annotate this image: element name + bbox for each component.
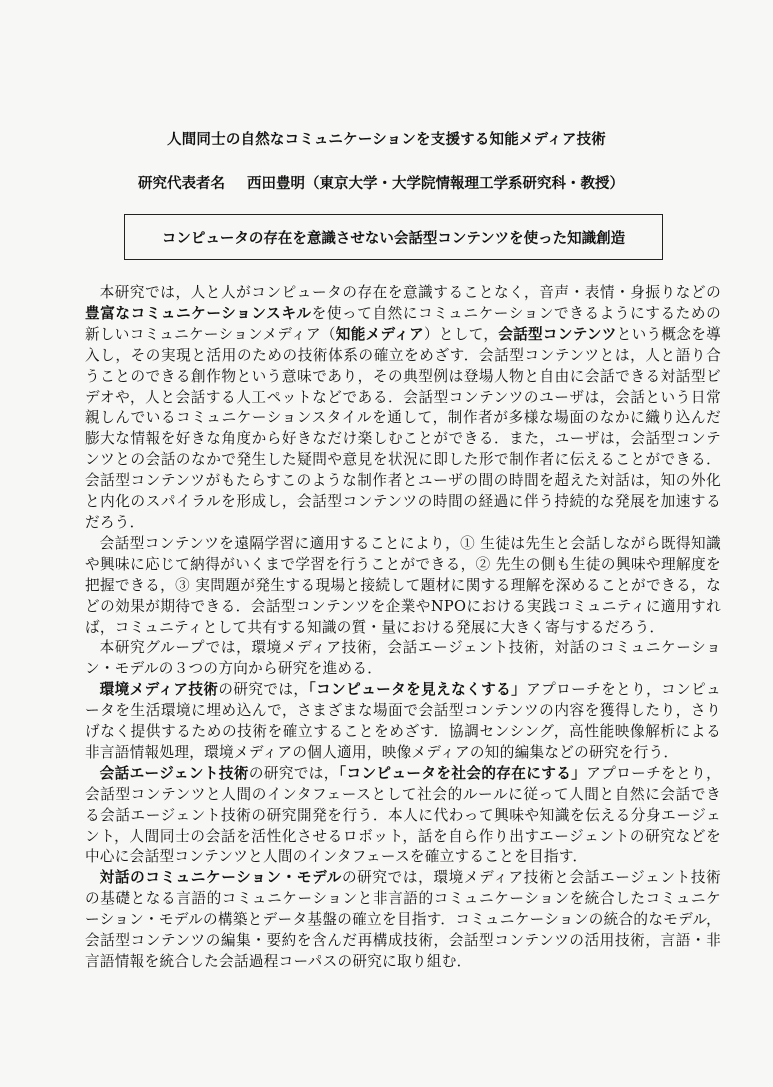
p1-emphasis-skill: 豊富なコミュニケーションスキル [85,304,312,322]
boxed-subtitle [124,214,663,260]
p4-text-d: アプローチをとり，コンピュータを生活環境に埋め込んで，さまざまな場面で会話型コンテンツの内容を獲得したり，さりげなく提供するための技術を確立することをめざす．協調センシング，高性能映像解析による非言語情報処理，環境メディアの個人適用，映像メディアの知的編集などの研究を行う． [85,681,721,761]
paragraph-4 [85,680,721,764]
p1-text-g: という概念を導入し，その実現と活用のための技術体系の確立をめざす．会話型コンテンツとは，人と語り合うことのできる創作物という意味であり，その典型例は登場人物と自由に会話できる対話型ビデオや，人と会話する人工ペットなどである．会話型コンテンツのユーザは，会話という日常親しんでいるコミュニケーションスタイルを通して，制作者が多様な場面のなかに織り込んだ膨大な情報を好きな角度から好きなだけ楽しむことができる．また，ユーザは，会話型コンテンツとの会話のなかで発生した疑問や意見を状況に即した形で制作者に伝えることができる．会話型コンテンツがもたらすこのような制作者とユーザの間の時間を超えた対話は，知の外化と内化のスパイラルを形成し，会話型コンテンツの時間の経過に伴う持続的な発展を加速するだろう． [85,325,721,531]
boxed-subtitle-text: コンピュータの存在を意識させない会話型コンテンツを使った知識創造 [161,230,626,247]
p5-text-b: の研究では， [248,764,339,782]
p1-emphasis-media: 知能メディア [335,325,425,343]
p1-text-e: ）として， [424,325,499,343]
document-title: 人間同士の自然なコミュニケーションを支援する知能メディア技術 [167,132,606,148]
p4-heading: 環境メディア技術 [99,681,219,699]
p1-text-a: 本研究では，人と人がコンピュータの存在を意識することなく，音声・表情・身振りなどの [99,284,721,301]
paragraph-2: 会話型コンテンツを遠隔学習に適用することにより，① 生徒は先生と会話しながら既得知識や興味に応じて納得がいくまで学習を行うことができる，② 先生の側も生徒の興味や理解度を把握できる，③ 実問題が発生する現場と接続して題材に関する理解を深めることができる，などの効果が期待できる．会話型コンテンツを企業やNPOにおける実践コミュニティに適用すれば，コミュニティとして共有する知識の質・量における発展に大きく寄与するだろう． [85,534,721,636]
body-text [85,283,721,973]
p1-text-c: を使って自然にコミュニケーションできるようにするための新しいコミュニケーションメディア（ [85,304,721,343]
paragraph-5 [85,764,721,869]
paragraph-3: 本研究グループでは，環境メディア技術，会話エージェント技術，対話のコミュニケーション・モデルの３つの方向から研究を進める． [85,639,721,678]
paragraph-6 [85,868,721,973]
representative-label: 研究代表者名 [138,176,225,192]
representative-line [138,172,624,193]
representative-name: 西田豊明 [247,176,305,192]
representative-affiliation: （東京大学・大学院情報理工学系研究科・教授） [305,176,624,192]
p6-text-b: の研究では，環境メディア技術と会話エージェント技術の基礎となる言語的コミュニケーションと非言語的コミュニケーションを統合したコミュニケーション・モデルの構築とデータ基盤の確立を目指す．コミュニケーションの統合的なモデル，会話型コンテンツの編集・要約を含んだ再構成技術，会話型コンテンツの活用技術，言語・非言語情報を統合した会話過程コーパスの研究に取り組む． [85,869,721,970]
p6-heading: 対話のコミュニケーション・モデル [99,869,342,887]
paragraph-1 [85,283,721,534]
p4-text-b: の研究では， [218,681,309,699]
p4-emphasis: 「コンピュータを見えなくする」 [308,681,527,699]
p5-heading: 会話エージェント技術 [99,764,249,782]
p1-emphasis-contents: 会話型コンテンツ [498,325,617,343]
p5-text-d: アプローチをとり，会話型コンテンツと人間のインタフェースとして社会的ルールに従って人間と自然に会話できる会話エージェント技術の研究開発を行う．本人に代わって興味や知識を伝える分身エージェント，人間同士の会話を活性化させるロボット，話を自ら作り出すエージェントの研究などを中心に会話型コンテンツと人間のインタフェースを確立することを目指す． [85,764,721,866]
p5-emphasis: 「コンピュータを社会的存在にする」 [338,764,587,782]
